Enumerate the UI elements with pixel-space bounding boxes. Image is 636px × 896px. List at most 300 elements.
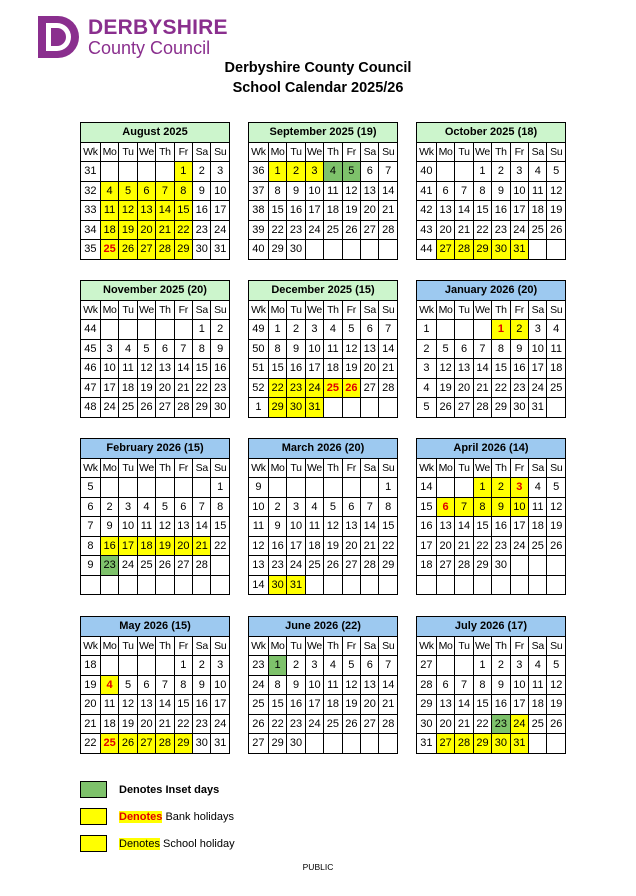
day-cell: 7 (156, 181, 174, 201)
day-cell: 4 (324, 162, 342, 182)
day-header: Fr (510, 300, 528, 320)
day-cell: 22 (193, 378, 211, 398)
day-cell: 7 (473, 339, 491, 359)
day-cell: 15 (268, 201, 286, 221)
day-cell: 22 (268, 714, 286, 734)
day-cell: 22 (473, 714, 491, 734)
day-cell: 7 (379, 162, 398, 182)
day-cell: 5 (547, 162, 566, 182)
day-cell: 1 (473, 478, 491, 498)
day-cell: 26 (342, 378, 360, 398)
day-cell: 27 (361, 378, 379, 398)
day-cell: 4 (529, 162, 547, 182)
day-cell (436, 320, 454, 340)
day-cell: 6 (436, 181, 454, 201)
day-cell: 27 (436, 240, 454, 260)
day-cell (547, 734, 566, 754)
day-cell (547, 398, 566, 418)
week-number: 30 (417, 714, 437, 734)
day-cell: 21 (455, 220, 473, 240)
week-number: 7 (81, 517, 101, 537)
day-header: Fr (174, 636, 192, 656)
legend-school (80, 834, 235, 853)
day-cell: 3 (100, 339, 118, 359)
day-cell: 15 (268, 359, 286, 379)
day-cell: 1 (473, 656, 491, 676)
week-number: 49 (249, 320, 269, 340)
day-cell: 9 (193, 675, 211, 695)
day-header: We (473, 636, 491, 656)
day-cell (211, 556, 230, 576)
day-cell (361, 240, 379, 260)
day-cell (547, 575, 566, 595)
week-number: 17 (417, 536, 437, 556)
day-cell: 11 (529, 497, 547, 517)
week-number: 52 (249, 378, 269, 398)
day-cell: 4 (137, 497, 155, 517)
day-header: Th (492, 458, 510, 478)
day-cell: 3 (119, 497, 137, 517)
day-cell: 4 (547, 320, 566, 340)
day-cell: 27 (137, 240, 155, 260)
day-cell: 4 (324, 320, 342, 340)
day-header: Tu (287, 458, 305, 478)
week-number: 6 (81, 497, 101, 517)
day-cell: 6 (342, 497, 360, 517)
day-header: Sa (529, 142, 547, 162)
day-cell: 31 (510, 240, 528, 260)
day-cell: 6 (455, 339, 473, 359)
month-calendar (248, 438, 398, 595)
week-number: 9 (249, 478, 269, 498)
day-cell: 16 (287, 359, 305, 379)
page-title (0, 58, 636, 98)
day-cell: 13 (436, 695, 454, 715)
day-cell (137, 162, 155, 182)
day-cell: 27 (174, 556, 192, 576)
legend-inset (80, 780, 235, 799)
day-cell: 13 (137, 695, 155, 715)
day-header: Mo (268, 636, 286, 656)
day-cell: 17 (211, 201, 230, 221)
day-cell: 17 (305, 695, 323, 715)
day-header: Wk (417, 636, 437, 656)
day-cell: 2 (193, 162, 211, 182)
day-header: Mo (436, 636, 454, 656)
day-header: Fr (174, 458, 192, 478)
day-header: Tu (119, 458, 137, 478)
week-number: 2 (417, 339, 437, 359)
week-number: 13 (249, 556, 269, 576)
day-header: We (305, 300, 323, 320)
day-header: Mo (436, 142, 454, 162)
day-cell: 2 (211, 320, 230, 340)
week-number: 34 (81, 220, 101, 240)
day-cell: 18 (324, 201, 342, 221)
day-cell: 5 (156, 497, 174, 517)
day-cell: 15 (211, 517, 230, 537)
day-cell: 16 (100, 536, 118, 556)
day-cell: 2 (268, 497, 286, 517)
day-cell: 9 (287, 181, 305, 201)
day-cell: 19 (342, 359, 360, 379)
day-cell: 13 (174, 517, 192, 537)
day-cell: 12 (137, 359, 155, 379)
day-cell: 5 (547, 478, 566, 498)
day-header: Fr (510, 142, 528, 162)
day-cell (174, 478, 192, 498)
day-cell (119, 320, 137, 340)
day-cell: 12 (119, 201, 137, 221)
day-cell: 4 (119, 339, 137, 359)
day-header: Mo (100, 458, 118, 478)
day-cell (361, 478, 379, 498)
day-cell: 10 (305, 339, 323, 359)
day-cell: 21 (361, 536, 379, 556)
day-cell: 13 (361, 181, 379, 201)
day-cell (436, 656, 454, 676)
week-number: 27 (249, 734, 269, 754)
day-cell: 20 (174, 536, 192, 556)
day-cell: 22 (268, 378, 286, 398)
week-number: 37 (249, 181, 269, 201)
month-title: January 2026 (20) (417, 281, 566, 301)
day-cell: 22 (379, 536, 398, 556)
day-cell (342, 478, 360, 498)
day-cell: 13 (361, 675, 379, 695)
day-cell: 11 (529, 181, 547, 201)
day-cell: 2 (287, 320, 305, 340)
day-cell: 19 (547, 695, 566, 715)
day-cell: 18 (529, 201, 547, 221)
legend-bank-label: Bank holidays (162, 810, 234, 823)
day-cell: 27 (156, 398, 174, 418)
day-cell (455, 162, 473, 182)
day-cell: 8 (174, 675, 192, 695)
day-header: Su (211, 458, 230, 478)
day-cell: 24 (529, 378, 547, 398)
day-header: Su (379, 142, 398, 162)
day-cell: 1 (268, 162, 286, 182)
week-number: 33 (81, 201, 101, 221)
day-cell: 2 (287, 162, 305, 182)
day-cell: 8 (193, 339, 211, 359)
day-cell: 31 (211, 240, 230, 260)
day-cell (305, 478, 323, 498)
day-cell: 7 (379, 320, 398, 340)
day-header: Wk (81, 300, 101, 320)
day-cell: 30 (287, 398, 305, 418)
day-cell: 4 (100, 675, 118, 695)
day-cell: 17 (211, 695, 230, 715)
week-number: 18 (81, 656, 101, 676)
council-logo-icon (36, 14, 82, 60)
day-cell (529, 575, 547, 595)
week-number: 5 (81, 478, 101, 498)
legend-bank-prefix: Denotes (119, 810, 163, 823)
day-cell: 20 (156, 378, 174, 398)
day-cell: 29 (268, 398, 286, 418)
day-cell (156, 656, 174, 676)
day-header: Su (211, 636, 230, 656)
day-cell (119, 162, 137, 182)
day-cell: 11 (324, 339, 342, 359)
day-cell (455, 656, 473, 676)
day-cell: 22 (174, 220, 192, 240)
week-number: 32 (81, 181, 101, 201)
day-cell: 8 (211, 497, 230, 517)
day-header: Su (211, 300, 230, 320)
day-cell: 7 (455, 181, 473, 201)
day-header: We (137, 142, 155, 162)
day-cell: 14 (174, 359, 192, 379)
day-cell (305, 240, 323, 260)
day-cell: 18 (529, 517, 547, 537)
day-cell: 31 (305, 398, 323, 418)
day-cell: 3 (211, 162, 230, 182)
day-cell (436, 575, 454, 595)
week-number: 29 (417, 695, 437, 715)
day-cell: 7 (455, 497, 473, 517)
day-cell: 1 (193, 320, 211, 340)
day-cell: 15 (492, 359, 510, 379)
week-number: 14 (249, 575, 269, 595)
month-calendar (80, 122, 230, 260)
day-cell: 16 (492, 517, 510, 537)
day-cell: 28 (193, 556, 211, 576)
day-cell: 12 (156, 517, 174, 537)
day-cell: 15 (473, 201, 491, 221)
week-number: 44 (81, 320, 101, 340)
day-header: Mo (100, 636, 118, 656)
day-cell: 14 (473, 359, 491, 379)
day-cell: 6 (361, 162, 379, 182)
day-cell: 5 (547, 656, 566, 676)
month-title: March 2026 (20) (249, 439, 398, 459)
day-cell: 7 (455, 675, 473, 695)
week-number: 40 (249, 240, 269, 260)
day-cell: 9 (100, 517, 118, 537)
day-header: Th (492, 636, 510, 656)
day-cell: 26 (119, 734, 137, 754)
week-number: 45 (81, 339, 101, 359)
day-cell: 28 (156, 734, 174, 754)
day-cell (547, 240, 566, 260)
day-cell: 13 (361, 339, 379, 359)
day-cell: 24 (211, 714, 230, 734)
day-cell: 20 (361, 359, 379, 379)
day-header: Mo (100, 300, 118, 320)
day-cell: 29 (174, 734, 192, 754)
day-header: Mo (436, 458, 454, 478)
day-cell: 25 (100, 240, 118, 260)
day-cell: 10 (305, 181, 323, 201)
day-header: Th (324, 142, 342, 162)
day-cell: 24 (510, 536, 528, 556)
day-cell: 23 (193, 714, 211, 734)
day-cell (455, 575, 473, 595)
day-cell: 21 (156, 714, 174, 734)
day-cell (379, 575, 398, 595)
day-header: Tu (119, 636, 137, 656)
week-number: 23 (249, 656, 269, 676)
day-cell: 15 (473, 695, 491, 715)
day-cell (268, 478, 286, 498)
month-calendar (416, 438, 566, 595)
day-cell: 23 (287, 220, 305, 240)
week-number: 26 (249, 714, 269, 734)
month-title: October 2025 (18) (417, 123, 566, 143)
week-number (417, 575, 437, 595)
day-cell: 4 (305, 497, 323, 517)
week-number: 18 (417, 556, 437, 576)
day-header: Fr (510, 458, 528, 478)
day-cell: 20 (137, 714, 155, 734)
month-calendar (416, 616, 566, 754)
day-cell: 19 (156, 536, 174, 556)
council-logo (36, 14, 228, 60)
week-number: 14 (417, 478, 437, 498)
week-number: 27 (417, 656, 437, 676)
day-cell: 26 (342, 714, 360, 734)
day-cell: 21 (473, 378, 491, 398)
day-cell: 12 (342, 181, 360, 201)
day-cell: 6 (436, 675, 454, 695)
day-cell: 13 (455, 359, 473, 379)
week-number: 24 (249, 675, 269, 695)
day-cell: 3 (529, 320, 547, 340)
week-number: 42 (417, 201, 437, 221)
day-cell: 18 (324, 695, 342, 715)
day-cell: 14 (156, 695, 174, 715)
day-header: Th (156, 142, 174, 162)
day-cell: 3 (305, 656, 323, 676)
day-cell: 27 (436, 734, 454, 754)
day-header: Su (379, 300, 398, 320)
day-cell: 10 (119, 517, 137, 537)
day-cell: 13 (137, 201, 155, 221)
day-cell (100, 478, 118, 498)
day-cell: 3 (287, 497, 305, 517)
day-cell: 20 (361, 201, 379, 221)
day-cell: 14 (455, 517, 473, 537)
day-cell: 13 (436, 201, 454, 221)
day-cell: 24 (305, 714, 323, 734)
day-cell: 3 (211, 656, 230, 676)
day-cell: 19 (324, 536, 342, 556)
day-cell: 24 (100, 398, 118, 418)
day-cell: 2 (492, 656, 510, 676)
day-cell (119, 656, 137, 676)
month-title: September 2025 (19) (249, 123, 398, 143)
day-cell: 25 (100, 734, 118, 754)
week-number: 43 (417, 220, 437, 240)
day-cell (529, 734, 547, 754)
day-cell: 12 (547, 497, 566, 517)
day-cell: 18 (119, 378, 137, 398)
day-cell: 18 (100, 220, 118, 240)
day-cell (361, 734, 379, 754)
day-cell: 11 (305, 517, 323, 537)
day-cell: 25 (137, 556, 155, 576)
day-cell: 3 (510, 162, 528, 182)
day-header: Sa (529, 636, 547, 656)
day-cell: 3 (510, 478, 528, 498)
day-cell: 30 (193, 734, 211, 754)
day-header: We (473, 458, 491, 478)
day-cell: 20 (436, 536, 454, 556)
day-cell: 17 (510, 695, 528, 715)
day-cell (174, 575, 192, 595)
day-cell: 21 (174, 378, 192, 398)
day-cell: 23 (211, 378, 230, 398)
day-cell: 1 (268, 656, 286, 676)
day-cell: 8 (379, 497, 398, 517)
day-cell: 24 (119, 556, 137, 576)
day-cell: 25 (529, 220, 547, 240)
day-cell (492, 575, 510, 595)
week-number: 39 (249, 220, 269, 240)
legend (80, 780, 235, 861)
day-cell: 22 (473, 220, 491, 240)
day-header: Fr (174, 300, 192, 320)
day-header: Tu (455, 300, 473, 320)
day-cell: 12 (436, 359, 454, 379)
month-calendar (416, 122, 566, 260)
day-cell: 28 (379, 220, 398, 240)
day-header: Tu (287, 300, 305, 320)
day-cell: 2 (492, 162, 510, 182)
week-number: 11 (249, 517, 269, 537)
week-number: 46 (81, 359, 101, 379)
month-calendar (248, 280, 398, 418)
day-cell: 8 (473, 181, 491, 201)
day-cell: 30 (268, 575, 286, 595)
day-cell: 4 (100, 181, 118, 201)
day-cell: 2 (492, 478, 510, 498)
day-cell: 10 (529, 339, 547, 359)
day-cell: 21 (379, 359, 398, 379)
day-cell: 30 (193, 240, 211, 260)
day-header: Wk (417, 300, 437, 320)
day-cell: 6 (361, 656, 379, 676)
day-cell: 9 (492, 181, 510, 201)
day-cell: 16 (287, 201, 305, 221)
day-header: Mo (436, 300, 454, 320)
day-cell: 26 (342, 220, 360, 240)
day-cell: 23 (492, 220, 510, 240)
day-cell: 22 (211, 536, 230, 556)
day-cell: 10 (287, 517, 305, 537)
day-cell: 25 (324, 714, 342, 734)
day-cell: 9 (268, 517, 286, 537)
day-cell: 21 (379, 201, 398, 221)
day-cell: 13 (156, 359, 174, 379)
day-cell: 18 (100, 714, 118, 734)
day-cell (342, 575, 360, 595)
day-cell: 11 (324, 675, 342, 695)
day-cell: 1 (174, 656, 192, 676)
day-cell: 17 (119, 536, 137, 556)
day-cell: 24 (510, 714, 528, 734)
day-cell: 28 (379, 714, 398, 734)
day-cell: 15 (174, 201, 192, 221)
day-cell: 15 (174, 695, 192, 715)
day-cell: 21 (379, 695, 398, 715)
day-cell: 21 (455, 536, 473, 556)
day-cell: 18 (547, 359, 566, 379)
day-cell: 26 (436, 398, 454, 418)
